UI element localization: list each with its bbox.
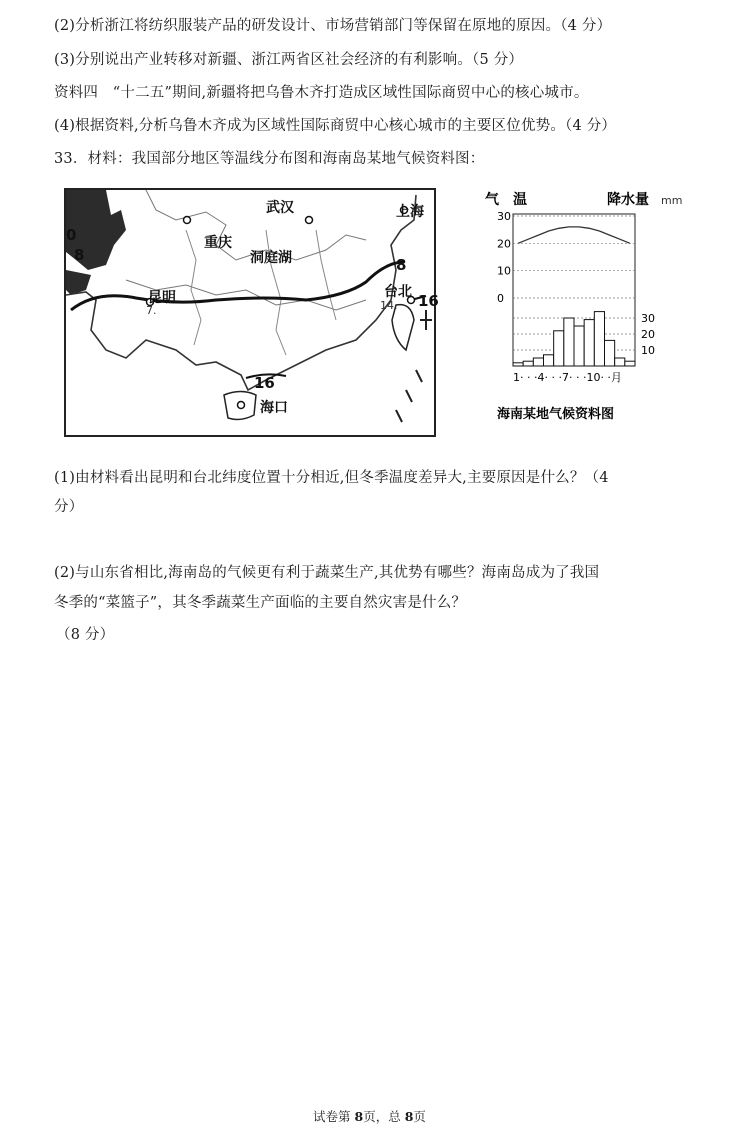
wuhan-marker <box>306 217 313 224</box>
climate-chart-svg <box>485 188 690 428</box>
footer-suffix: 页 <box>413 1109 426 1124</box>
western-region-shade-2 <box>66 270 91 295</box>
material-4: 资料四 “十二五”期间,新疆将把乌鲁木齐打造成区域性国际商贸中心的核心城市。 <box>54 85 589 101</box>
page-footer <box>0 1107 739 1125</box>
label-dongting: 洞庭湖 <box>250 250 292 266</box>
question-2: (2)分析浙江将纺织服装产品的研发设计、市场营销部门等保留在原地的原因。（4 分） <box>54 18 612 34</box>
label-kunming: 昆明 <box>148 290 176 306</box>
label-shanghai: 上海 <box>396 204 424 220</box>
chongqing-marker <box>184 217 191 224</box>
footer-total: 8 <box>404 1109 414 1124</box>
isotherm-label-7: 7. <box>146 304 157 317</box>
map-drawing <box>66 190 439 435</box>
month-axis-labels: 1· · ·4· · ·7· · ·10· ·月 <box>513 371 622 384</box>
isotherm-8 <box>71 262 404 310</box>
isotherm-map <box>64 188 439 437</box>
isotherm-label-16-south: 16 <box>254 374 275 392</box>
precip-tick-label: 30 <box>641 312 655 325</box>
footer-page: 8 <box>354 1109 364 1124</box>
climate-chart <box>485 188 690 428</box>
question-33: 33．材料：我国部分地区等温线分布图和海南岛某地气候资料图： <box>54 151 485 167</box>
precip-tick-label: 20 <box>641 328 655 341</box>
precip-bar <box>544 355 554 366</box>
precip-bar <box>513 363 523 366</box>
isotherm-label-8-right: 8 <box>396 256 407 274</box>
province-border-4 <box>266 230 286 355</box>
precip-bar <box>584 320 594 366</box>
precip-bar <box>605 340 615 366</box>
climate-caption: 海南某地气候资料图 <box>497 407 615 422</box>
precip-bar <box>554 331 564 366</box>
precip-bar <box>625 361 635 366</box>
footer-prefix: 试卷第 <box>313 1109 355 1124</box>
precip-bar <box>523 361 533 366</box>
label-chongqing: 重庆 <box>204 235 232 251</box>
question-33-1-cont: 分） <box>54 499 84 515</box>
sea-boundary-2 <box>420 310 432 330</box>
sea-boundary <box>396 370 422 422</box>
question-3: (3)分别说出产业转移对新疆、浙江两省区社会经济的有利影响。（5 分） <box>54 52 524 68</box>
label-taibei: 台北 <box>384 284 412 300</box>
temp-tick-label: 20 <box>497 237 511 251</box>
climate-plot-area <box>497 210 655 366</box>
isotherm-label-14: 14. <box>380 299 398 312</box>
question-33-2: (2)与山东省相比,海南岛的气候更有利于蔬菜生产,其优势有哪些？海南岛成为了我国 <box>54 565 600 581</box>
precip-unit: mm <box>661 194 683 207</box>
label-wuhan: 武汉 <box>266 200 294 216</box>
precip-axis-title: 降水量 <box>607 192 649 208</box>
precip-tick-label: 10 <box>641 344 655 357</box>
temp-line <box>518 227 630 243</box>
temp-tick-label: 10 <box>497 264 511 278</box>
isotherm-label-8-left: 8 <box>74 246 85 264</box>
precip-bar <box>564 318 574 366</box>
haikou-marker <box>238 402 245 409</box>
footer-mid: 页，总 <box>363 1109 405 1124</box>
isotherm-label-0: 0 <box>66 226 77 244</box>
precip-bar <box>594 312 604 366</box>
question-33-1: (1)由材料看出昆明和台北纬度位置十分相近,但冬季温度差异大,主要原因是什么？（4 <box>54 470 609 486</box>
temp-tick-label: 30 <box>497 210 511 223</box>
question-4: (4)根据资料,分析乌鲁木齐成为区域性国际商贸中心核心城市的主要区位优势。（4 分） <box>54 118 617 134</box>
precip-bar <box>574 326 584 366</box>
precip-bar <box>615 358 625 366</box>
temp-tick-label: 0 <box>497 292 504 305</box>
precip-bar <box>533 358 543 366</box>
temp-axis-title: 气 温 <box>485 192 527 208</box>
question-33-2-cont: 冬季的“菜篮子”，其冬季蔬菜生产面临的主要自然灾害是什么？ <box>54 595 467 611</box>
isotherm-label-16-east: 16 <box>418 292 439 310</box>
label-haikou: 海口 <box>260 400 288 416</box>
question-33-2-points: （8 分） <box>56 627 115 643</box>
